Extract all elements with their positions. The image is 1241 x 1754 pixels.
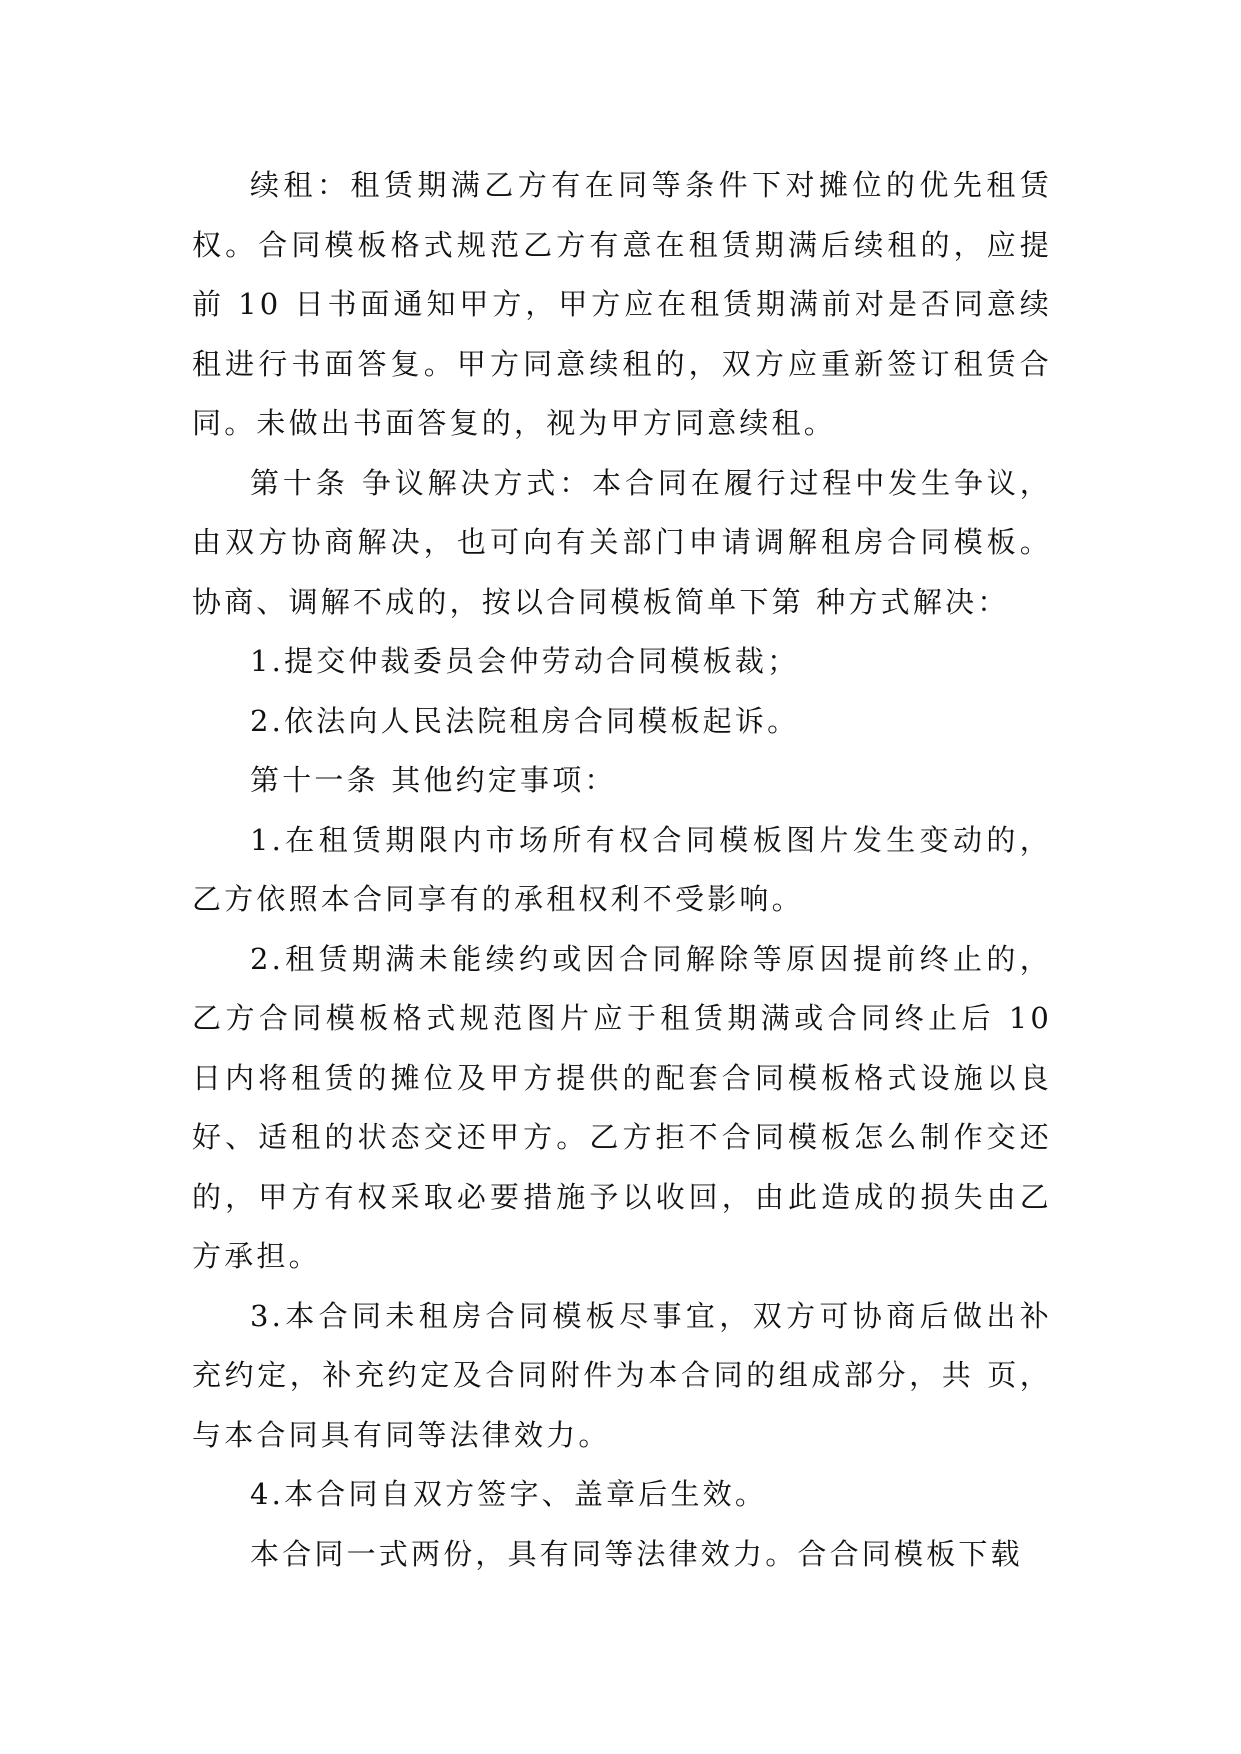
paragraph-article-10: 第十条 争议解决方式：本合同在履行过程中发生争议，由双方协商解决，也可向有关部门申请调解租房合同模板。协商、调解不成的，按以合同模板简单下第 种方式解决： (192, 465, 1052, 619)
paragraph-article-11-item-3: 3.本合同未租房合同模板尽事宜，双方可协商后做出补充约定，补充约定及合同附件为本合同的组成部分，共 页，与本合同具有同等法律效力。 (192, 1298, 1052, 1452)
paragraph-renewal: 续租：租赁期满乙方有在同等条件下对摊位的优先租赁权。合同模板格式规范乙方有意在租赁期满后续租的，应提前 10 日书面通知甲方，甲方应在租赁期满前对是否同意续租进行书面答复。甲方同意续租的，双方应重新签订租赁合同。未做出书面答复的，视为甲方同意续租。 (192, 168, 1052, 440)
paragraph-article-10-option-1: 1.提交仲裁委员会仲劳动合同模板裁； (250, 644, 800, 678)
paragraph-article-11-item-2: 2.租赁期满未能续约或因合同解除等原因提前终止的，乙方合同模板格式规范图片应于租赁期满或合同终止后 10 日内将租赁的摊位及甲方提供的配套合同模板格式设施以良好、适租的状态交还甲方。乙方拒不合同模板怎么制作交还的，甲方有权采取必要措施予以收回，由此造成的损失由乙方承担。 (192, 941, 1065, 1273)
paragraph-article-11-heading: 第十一条 其他约定事项： (250, 763, 617, 797)
paragraph-copies: 本合同一式两份，具有同等法律效力。合合同模板下载 (250, 1536, 1023, 1571)
paragraph-article-11-item-4: 4.本合同自双方签字、盖章后生效。 (250, 1477, 768, 1511)
paragraph-article-11-item-1: 1.在租赁期限内市场所有权合同模板图片发生变动的，乙方依照本合同享有的承租权利不受影响。 (192, 822, 1052, 916)
document-body (192, 156, 1065, 1584)
paragraph-article-10-option-2: 2.依法向人民法院租房合同模板起诉。 (250, 703, 800, 738)
